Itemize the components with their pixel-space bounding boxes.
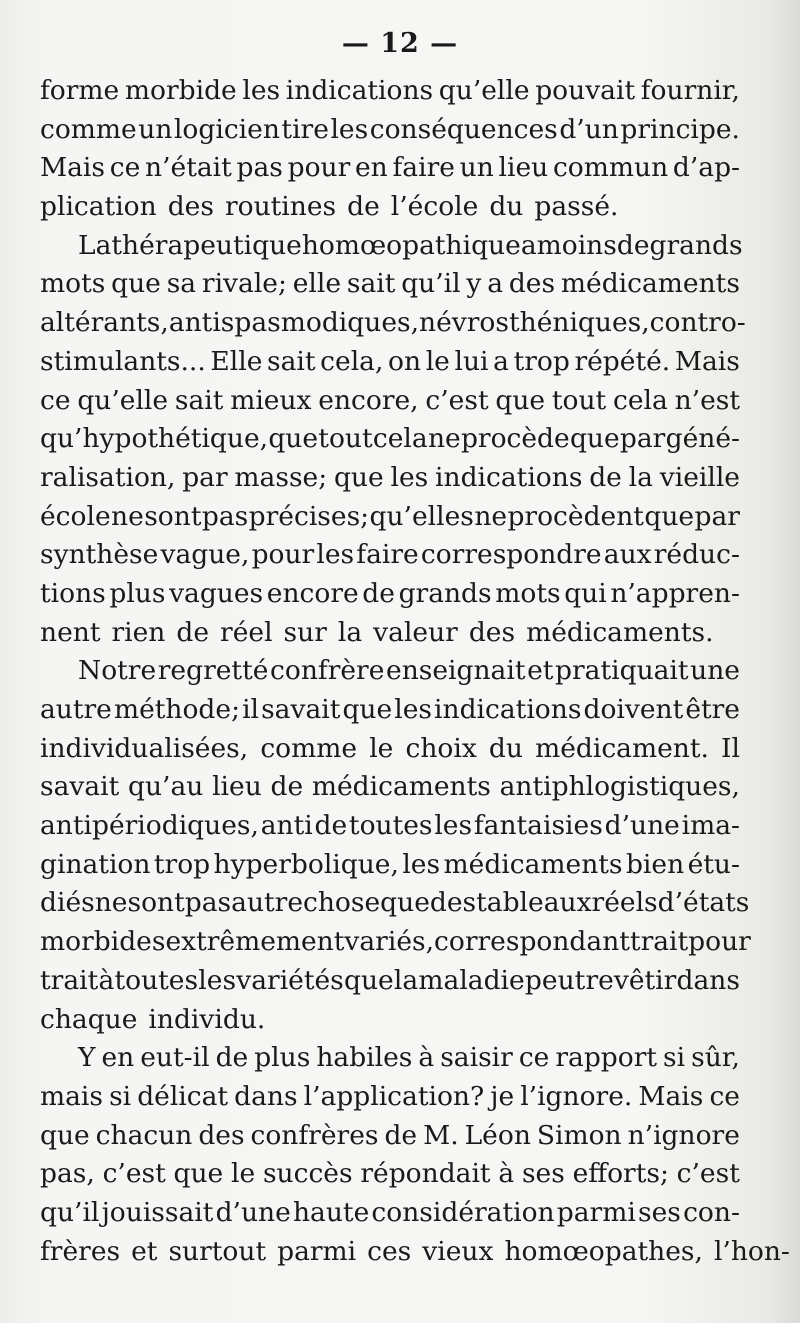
body-text	[40, 72, 790, 1271]
paragraph	[40, 1039, 790, 1271]
text-line: comme un logicien tire les conséquences d’un principe.	[40, 113, 740, 145]
text-line: nent rien de réel sur la valeur des médicaments.	[40, 616, 714, 648]
text-line: forme morbide les indications qu’elle pouvait fournir,	[40, 75, 740, 106]
text-line: altérants, antispasmodiques, névrosthéniques, contro-	[40, 307, 746, 339]
text-line: qu’il jouissait d’une haute considération parmi ses con-	[40, 1196, 740, 1228]
text-line: diés ne sont pas autre chose que des tableaux réels d’états	[40, 887, 750, 919]
text-line: tions plus vagues encore de grands mots qui n’appren-	[40, 577, 740, 609]
text-line: chaque individu.	[40, 1003, 266, 1035]
text-line: école ne sont pas précises; qu’elles ne procèdent que par	[40, 500, 740, 532]
text-line: Notre regretté confrère enseignait et pratiquait une	[78, 655, 740, 687]
text-line: La thérapeutique homœopathique a moins de grands	[78, 229, 743, 261]
text-line: gination trop hyperbolique, les médicaments bien étu-	[40, 848, 740, 880]
text-line: ralisation, par masse; que les indications de la vieille	[40, 461, 740, 493]
paragraph	[40, 72, 740, 227]
text-line: Mais ce n’était pas pour en faire un lieu commun d’ap-	[40, 152, 740, 184]
text-line: trait à toutes les variétés que la maladie peut revêtir dans	[40, 964, 740, 996]
text-line: Y en eut-il de plus habiles à saisir ce rapport si sûr,	[78, 1042, 740, 1074]
text-line: frères et surtout parmi ces vieux homœopathes, l’hon-	[40, 1235, 790, 1267]
text-line: plication des routines de l’école du passé.	[40, 191, 619, 223]
text-line: individualisées, comme le choix du médicament. Il	[40, 732, 740, 764]
text-line: mais si délicat dans l’application? je l’ignore. Mais ce	[40, 1080, 740, 1112]
text-line: autre méthode; il savait que les indications doivent être	[40, 694, 740, 725]
text-line: mots que sa rivale; elle sait qu’il y a des médicaments	[40, 268, 740, 300]
text-line: synthèse vague, pour les faire correspondre aux réduc-	[40, 539, 740, 571]
text-line: qu’hypothétique, que tout cela ne procède que par géné-	[40, 423, 740, 455]
text-line: antipériodiques, anti de toutes les fantaisies d’une ima-	[40, 810, 740, 842]
paragraph	[40, 227, 746, 653]
text-line: stimulants... Elle sait cela, on le lui a trop répété. Mais	[40, 345, 740, 377]
text-line: morbides extrêmement variés, correspondant trait pour	[40, 926, 751, 958]
page-number: — 12 —	[341, 28, 459, 59]
text-line: savait qu’au lieu de médicaments antiphlogistiques,	[40, 771, 740, 803]
text-line: que chacun des confrères de M. Léon Simon n’ignore	[40, 1119, 740, 1151]
text-line: pas, c’est que le succès répondait à ses efforts; c’est	[40, 1158, 740, 1190]
text-line: ce qu’elle sait mieux encore, c’est que tout cela n’est	[40, 384, 740, 416]
paragraph	[40, 652, 751, 1039]
